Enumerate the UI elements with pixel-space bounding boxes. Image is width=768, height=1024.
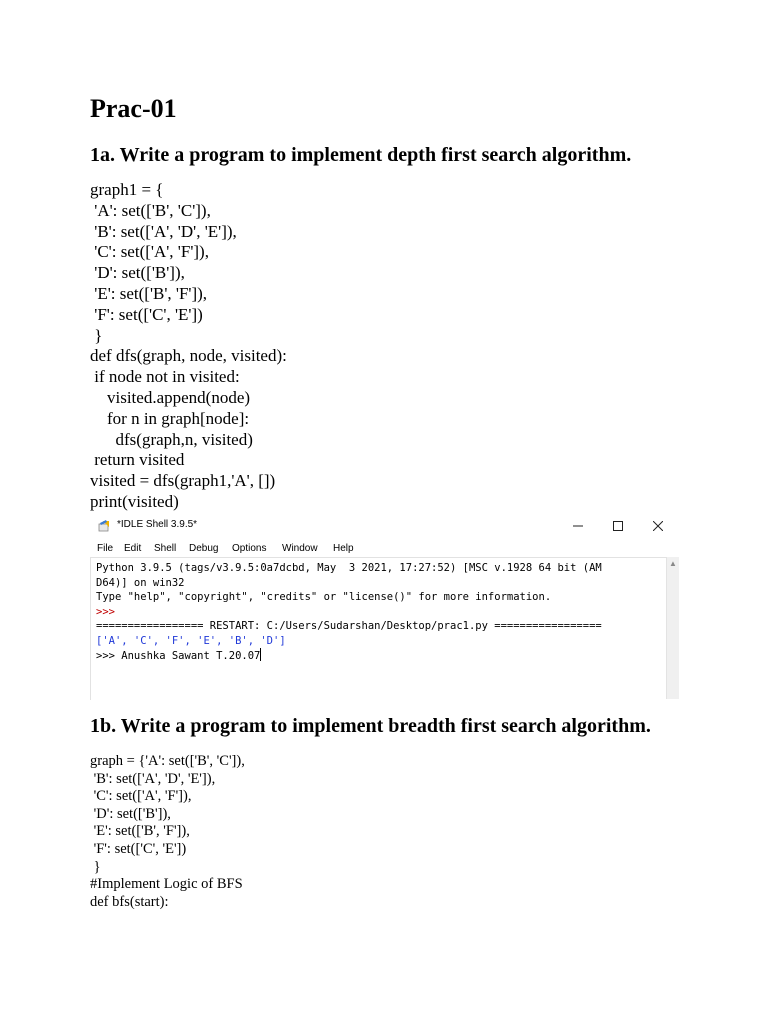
page-title: Prac-01 bbox=[90, 94, 177, 123]
code-line: graph = {'A': set(['B', 'C']), bbox=[90, 753, 245, 769]
shell-line: D64)] on win32 bbox=[96, 576, 185, 589]
code-line: 'D': set(['B']), bbox=[90, 805, 171, 822]
code-line: 'B': set(['A', 'D', 'E']), bbox=[90, 770, 216, 787]
code-line: visited = dfs(graph1,'A', []) bbox=[90, 471, 276, 491]
shell-restart-line: ================= RESTART: C:/Users/Sudarshan/Desktop/prac1.py ================= bbox=[96, 620, 602, 632]
shell-input-line[interactable] bbox=[96, 648, 261, 664]
code-line: } bbox=[90, 325, 103, 345]
close-button[interactable] bbox=[638, 516, 678, 536]
bfs-code-block bbox=[90, 753, 245, 911]
shell-input-text: >>> Anushka Sawant T.20.07 bbox=[96, 650, 261, 662]
idle-app-icon bbox=[97, 519, 111, 533]
vertical-scrollbar[interactable] bbox=[666, 557, 679, 699]
idle-shell-window bbox=[90, 513, 678, 699]
code-line: #Implement Logic of BFS bbox=[90, 876, 243, 893]
menu-file[interactable]: File bbox=[97, 543, 114, 554]
code-line: print(visited) bbox=[90, 491, 179, 511]
menu-edit[interactable]: Edit bbox=[124, 543, 142, 554]
code-line: 'C': set(['A', 'F']), bbox=[90, 788, 192, 805]
menu-help[interactable]: Help bbox=[333, 543, 354, 554]
shell-line: Type "help", "copyright", "credits" or "license()" for more information. bbox=[96, 591, 552, 603]
code-line: dfs(graph,n, visited) bbox=[90, 429, 253, 449]
code-line: } bbox=[90, 858, 101, 875]
code-line: return visited bbox=[90, 450, 185, 470]
code-line: if node not in visited: bbox=[90, 367, 240, 387]
code-line: graph1 = { bbox=[90, 180, 164, 199]
code-line: 'B': set(['A', 'D', 'E']), bbox=[90, 221, 237, 241]
dfs-code-block bbox=[90, 180, 287, 513]
menu-options[interactable]: Options bbox=[232, 543, 267, 554]
code-line: def dfs(graph, node, visited): bbox=[90, 346, 287, 366]
text-cursor bbox=[260, 648, 261, 661]
window-title: *IDLE Shell 3.9.5* bbox=[117, 519, 198, 530]
code-line: 'E': set(['B', 'F']), bbox=[90, 283, 208, 303]
code-line: 'E': set(['B', 'F']), bbox=[90, 823, 190, 840]
code-line: 'D': set(['B']), bbox=[90, 263, 185, 283]
code-line: 'F': set(['C', 'E']) bbox=[90, 304, 203, 324]
code-line: 'C': set(['A', 'F']), bbox=[90, 242, 209, 262]
shell-output[interactable] bbox=[90, 557, 667, 700]
maximize-button[interactable] bbox=[598, 516, 638, 536]
minimize-button[interactable] bbox=[558, 516, 598, 536]
code-line: for n in graph[node]: bbox=[90, 408, 250, 428]
menu-debug[interactable]: Debug bbox=[189, 543, 219, 554]
menu-window[interactable]: Window bbox=[282, 543, 318, 554]
code-line: def bfs(start): bbox=[90, 893, 169, 910]
menu-shell[interactable]: Shell bbox=[154, 543, 177, 554]
menu-bar bbox=[90, 541, 678, 557]
window-titlebar[interactable] bbox=[90, 513, 678, 539]
shell-line: Python 3.9.5 (tags/v3.9.5:0a7dcbd, May 3 2021, 17:27:52) [MSC v.1928 64 bit (AM bbox=[96, 562, 602, 574]
shell-output-line: ['A', 'C', 'F', 'E', 'B', 'D'] bbox=[96, 634, 286, 647]
code-line: 'A': set(['B', 'C']), bbox=[90, 200, 211, 220]
heading-bfs: 1b. Write a program to implement breadth first search algorithm. bbox=[90, 715, 651, 737]
code-line: visited.append(node) bbox=[90, 387, 251, 407]
heading-dfs: 1a. Write a program to implement depth first search algorithm. bbox=[90, 144, 632, 166]
shell-prompt: >>> bbox=[96, 605, 115, 618]
code-line: 'F': set(['C', 'E']) bbox=[90, 840, 187, 857]
scroll-up-icon[interactable]: ▲ bbox=[669, 559, 677, 568]
